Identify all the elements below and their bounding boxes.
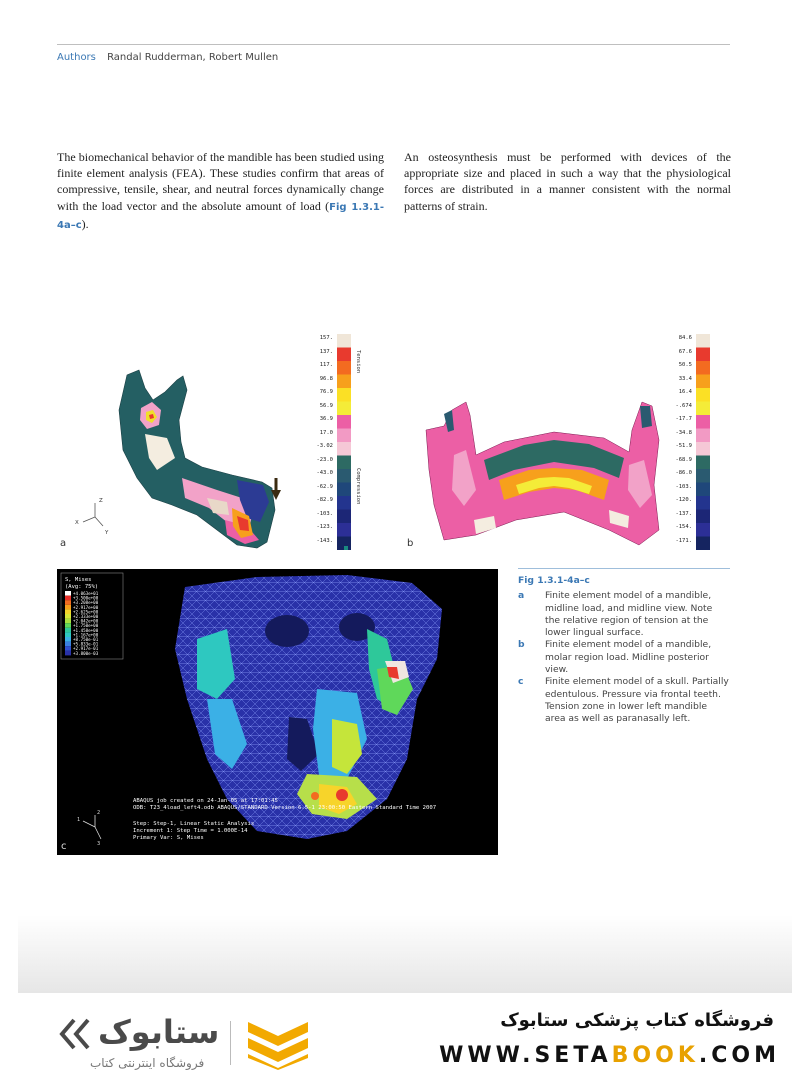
- double-chevron-icon: [58, 1017, 96, 1051]
- color-scale-band: [337, 402, 351, 416]
- stress-legend-value: +1.167e+00: [73, 632, 99, 638]
- stress-legend-value: +2.917e-01: [73, 646, 99, 652]
- color-scale-c: [65, 591, 99, 656]
- legend-value: -68.9: [675, 456, 692, 463]
- caption-item: [518, 639, 730, 676]
- color-scale-band: [696, 402, 710, 416]
- panel-letter-c: c: [61, 841, 67, 852]
- panel-letter-b: b: [407, 538, 414, 549]
- caption-text: Finite element model of a skull. Partially edentulous. Pressure via frontal teeth. Tension zone in lower left mandible area as well as paranasally left.: [545, 676, 729, 725]
- store-name: فروشگاه کتاب پزشکی ستابوک: [500, 1010, 774, 1031]
- axis-triad-c: [83, 815, 101, 839]
- stress-legend-value: +3.208e+00: [73, 600, 99, 606]
- legend-value: -137.: [675, 510, 692, 517]
- color-scale-band: [337, 523, 351, 537]
- color-scale-band: [696, 429, 710, 443]
- scale-marker: [344, 546, 348, 550]
- stress-legend-value: +2.042e+00: [73, 618, 99, 624]
- stress-legend-band: [65, 637, 71, 642]
- figure-b: [404, 330, 724, 555]
- legend-value: -17.7: [675, 416, 692, 422]
- legend-value: 67.6: [678, 348, 692, 355]
- figure-caption: [518, 575, 730, 726]
- legend-value: -171.: [675, 537, 692, 544]
- brand-logo-subtitle: فروشگاه اینترنتی کتاب: [90, 1056, 205, 1070]
- store-url-part1: WWW.SETA: [439, 1043, 612, 1068]
- store-url-part3: .COM: [698, 1043, 780, 1068]
- color-scale-band: [337, 442, 351, 456]
- legend-value: -62.9: [316, 483, 333, 490]
- store-url-accent: BOOK: [611, 1043, 699, 1068]
- legend-value: -154.: [675, 524, 692, 530]
- store-url[interactable]: [439, 1043, 780, 1068]
- legend-value: 96.8: [319, 375, 333, 382]
- stress-legend-value: +4.063e+01: [73, 591, 99, 596]
- stress-legend-band: [65, 619, 71, 624]
- color-scale-band: [696, 415, 710, 429]
- color-scale-band: [696, 456, 710, 470]
- legend-value: 56.9: [319, 402, 333, 409]
- abaqus-step-line-3: Primary Var: S, Mises: [133, 835, 204, 841]
- legend-value: 76.9: [319, 389, 333, 395]
- color-scale-band: [696, 442, 710, 456]
- legend-value: 16.4: [678, 389, 692, 395]
- stress-legend-value: +2.625e+00: [73, 609, 99, 615]
- stress-legend-band: [65, 609, 71, 614]
- color-scale-band: [337, 361, 351, 375]
- book-stack-logo-icon: [244, 1018, 312, 1070]
- legend-value: -43.0: [316, 470, 333, 476]
- stress-legend-title: S, Mises: [65, 577, 92, 583]
- stress-legend-value: +3.500e+00: [73, 595, 99, 601]
- color-scale-band: [337, 348, 351, 362]
- axis-x-label: X: [75, 520, 79, 526]
- stress-legend-band: [65, 600, 71, 605]
- caption-title: Fig 1.3.1-4a–c: [518, 575, 590, 586]
- stress-legend-subtitle: (Avg: 75%): [65, 584, 99, 590]
- stress-legend-band: [65, 632, 71, 637]
- legend-value: -86.0: [675, 470, 692, 476]
- color-scale-band: [696, 348, 710, 362]
- color-scale-band: [337, 469, 351, 483]
- figure-a: [57, 330, 361, 555]
- legend-value: 137.: [319, 348, 333, 355]
- legend-value: -103.: [316, 510, 333, 517]
- stress-legend-value: +8.750e-01: [73, 637, 99, 642]
- stress-legend-band: [65, 642, 71, 647]
- stress-legend-band: [65, 646, 71, 651]
- legend-value: -3.02: [316, 443, 333, 449]
- running-header: [57, 52, 278, 63]
- header-rule: [57, 44, 730, 45]
- brand-logo-text: ستابوک: [98, 1013, 220, 1051]
- legend-value: -120.: [675, 497, 692, 503]
- axis-triad-a: [83, 503, 103, 526]
- abaqus-step-line-1: Step: Step-1, Linear Static Analysis: [133, 821, 255, 827]
- axis-1-label: 1: [77, 817, 81, 823]
- color-scale-band: [696, 496, 710, 510]
- color-scale-band: [696, 375, 710, 389]
- skull-fea-model: [57, 569, 498, 855]
- color-scale-band: [337, 429, 351, 443]
- legend-value: -82.9: [316, 497, 333, 503]
- color-scale-band: [337, 483, 351, 497]
- caption-item: [518, 590, 730, 639]
- color-scale-band: [337, 456, 351, 470]
- abaqus-step-line-2: Increment 1: Step Time = 1.000E-14: [133, 828, 248, 834]
- caption-letter: b: [518, 639, 525, 651]
- color-scale-band: [696, 334, 710, 348]
- stress-legend-value: +3.800e-03: [73, 650, 99, 656]
- abaqus-info-line-1: ABAQUS job created on 24-Jan-05 at 17:01:45: [133, 798, 278, 804]
- stress-legend-band: [65, 591, 71, 596]
- stress-legend-value: +1.458e+00: [73, 627, 99, 633]
- caption-text: Finite element model of a mandible, molar region load. Midline posterior view.: [545, 639, 712, 676]
- header-authors: Randal Rudderman, Robert Mullen: [107, 52, 279, 63]
- color-scale-b: [696, 334, 710, 550]
- legend-values-b: [662, 332, 692, 548]
- legend-value: 117.: [319, 362, 333, 368]
- legend-value: -143.: [316, 537, 333, 544]
- color-scale-band: [337, 375, 351, 389]
- figure-reference-link[interactable]: Fig 1.3.1-4a–c: [57, 201, 384, 231]
- compression-label: Compression: [355, 468, 361, 505]
- color-scale-band: [337, 510, 351, 524]
- axis-2-label: 2: [97, 810, 101, 816]
- color-scale-band: [696, 483, 710, 497]
- body-paragraph-left: [57, 149, 384, 234]
- caption-item: [518, 676, 730, 725]
- stress-legend-band: [65, 596, 71, 601]
- stress-legend-band: [65, 651, 71, 656]
- color-scale-band: [696, 510, 710, 524]
- legend-values-a: [305, 332, 333, 548]
- stress-legend-band: [65, 614, 71, 619]
- paragraph-text: The biomechanical behavior of the mandible has been studied using finite element analysis (FEA). These studies confirm that areas of compressive, tensile, shear, and neutral forces dynamically change with the load vector and the absolute amount of load (: [57, 150, 384, 213]
- panel-letter-a: a: [60, 538, 67, 549]
- caption-text: Finite element model of a mandible, midline load, and midline view. Note the relative region of tension at the lower lingual surface.: [545, 590, 713, 639]
- stress-legend-band: [65, 628, 71, 633]
- color-scale-band: [696, 523, 710, 537]
- abaqus-info-line-2: ODB: T23_4load_left4.odb ABAQUS/STANDARD Version 6.5-1 23:00:50 Eastern Standard Time 2007: [133, 805, 437, 811]
- color-scale-band: [337, 415, 351, 429]
- legend-value: 84.6: [678, 335, 692, 341]
- axis-3-label: 3: [97, 841, 101, 847]
- legend-value: -34.8: [675, 429, 692, 436]
- color-scale-band: [337, 334, 351, 348]
- stress-legend-value: +2.917e+00: [73, 604, 99, 610]
- color-scale-band: [337, 388, 351, 402]
- stress-legend-value: +5.833e-01: [73, 641, 99, 647]
- legend-value: 157.: [319, 335, 333, 341]
- legend-value: 33.4: [678, 375, 692, 382]
- body-paragraph-right: An osteosynthesis must be performed with devices of the appropriate size and placed in such a way that the physiological forces are distributed in a manner consistent with the normal patterns of strain.: [404, 150, 731, 213]
- color-scale-band: [696, 537, 710, 551]
- figure-c: [57, 569, 498, 855]
- caption-letter: a: [518, 590, 525, 602]
- legend-value: 17.0: [319, 429, 333, 436]
- stress-legend-value: +1.750e+00: [73, 623, 99, 629]
- caption-rule: [518, 568, 730, 569]
- logo-divider: [230, 1021, 231, 1065]
- color-scale-band: [696, 388, 710, 402]
- tension-label: Tension: [355, 350, 361, 374]
- axis-z-label: Z: [99, 498, 103, 504]
- legend-value: -51.9: [675, 443, 692, 449]
- color-scale-a: [337, 334, 351, 550]
- legend-value: -23.0: [316, 456, 333, 463]
- caption-letter: c: [518, 676, 524, 688]
- stress-legend-value: +2.333e+00: [73, 614, 99, 619]
- axis-y-label: Y: [105, 530, 109, 536]
- color-scale-band: [696, 469, 710, 483]
- paragraph-end: ).: [81, 216, 89, 231]
- legend-value: -.674: [675, 402, 692, 409]
- header-section: Authors: [57, 52, 96, 63]
- stress-legend-band: [65, 605, 71, 610]
- color-scale-band: [337, 496, 351, 510]
- legend-value: 36.9: [319, 416, 333, 422]
- stress-legend-band: [65, 623, 71, 628]
- legend-value: 50.5: [678, 362, 692, 368]
- page-bottom-shadow: [18, 915, 792, 993]
- legend-value: -103.: [675, 483, 692, 490]
- color-scale-band: [696, 361, 710, 375]
- legend-value: -123.: [316, 524, 333, 530]
